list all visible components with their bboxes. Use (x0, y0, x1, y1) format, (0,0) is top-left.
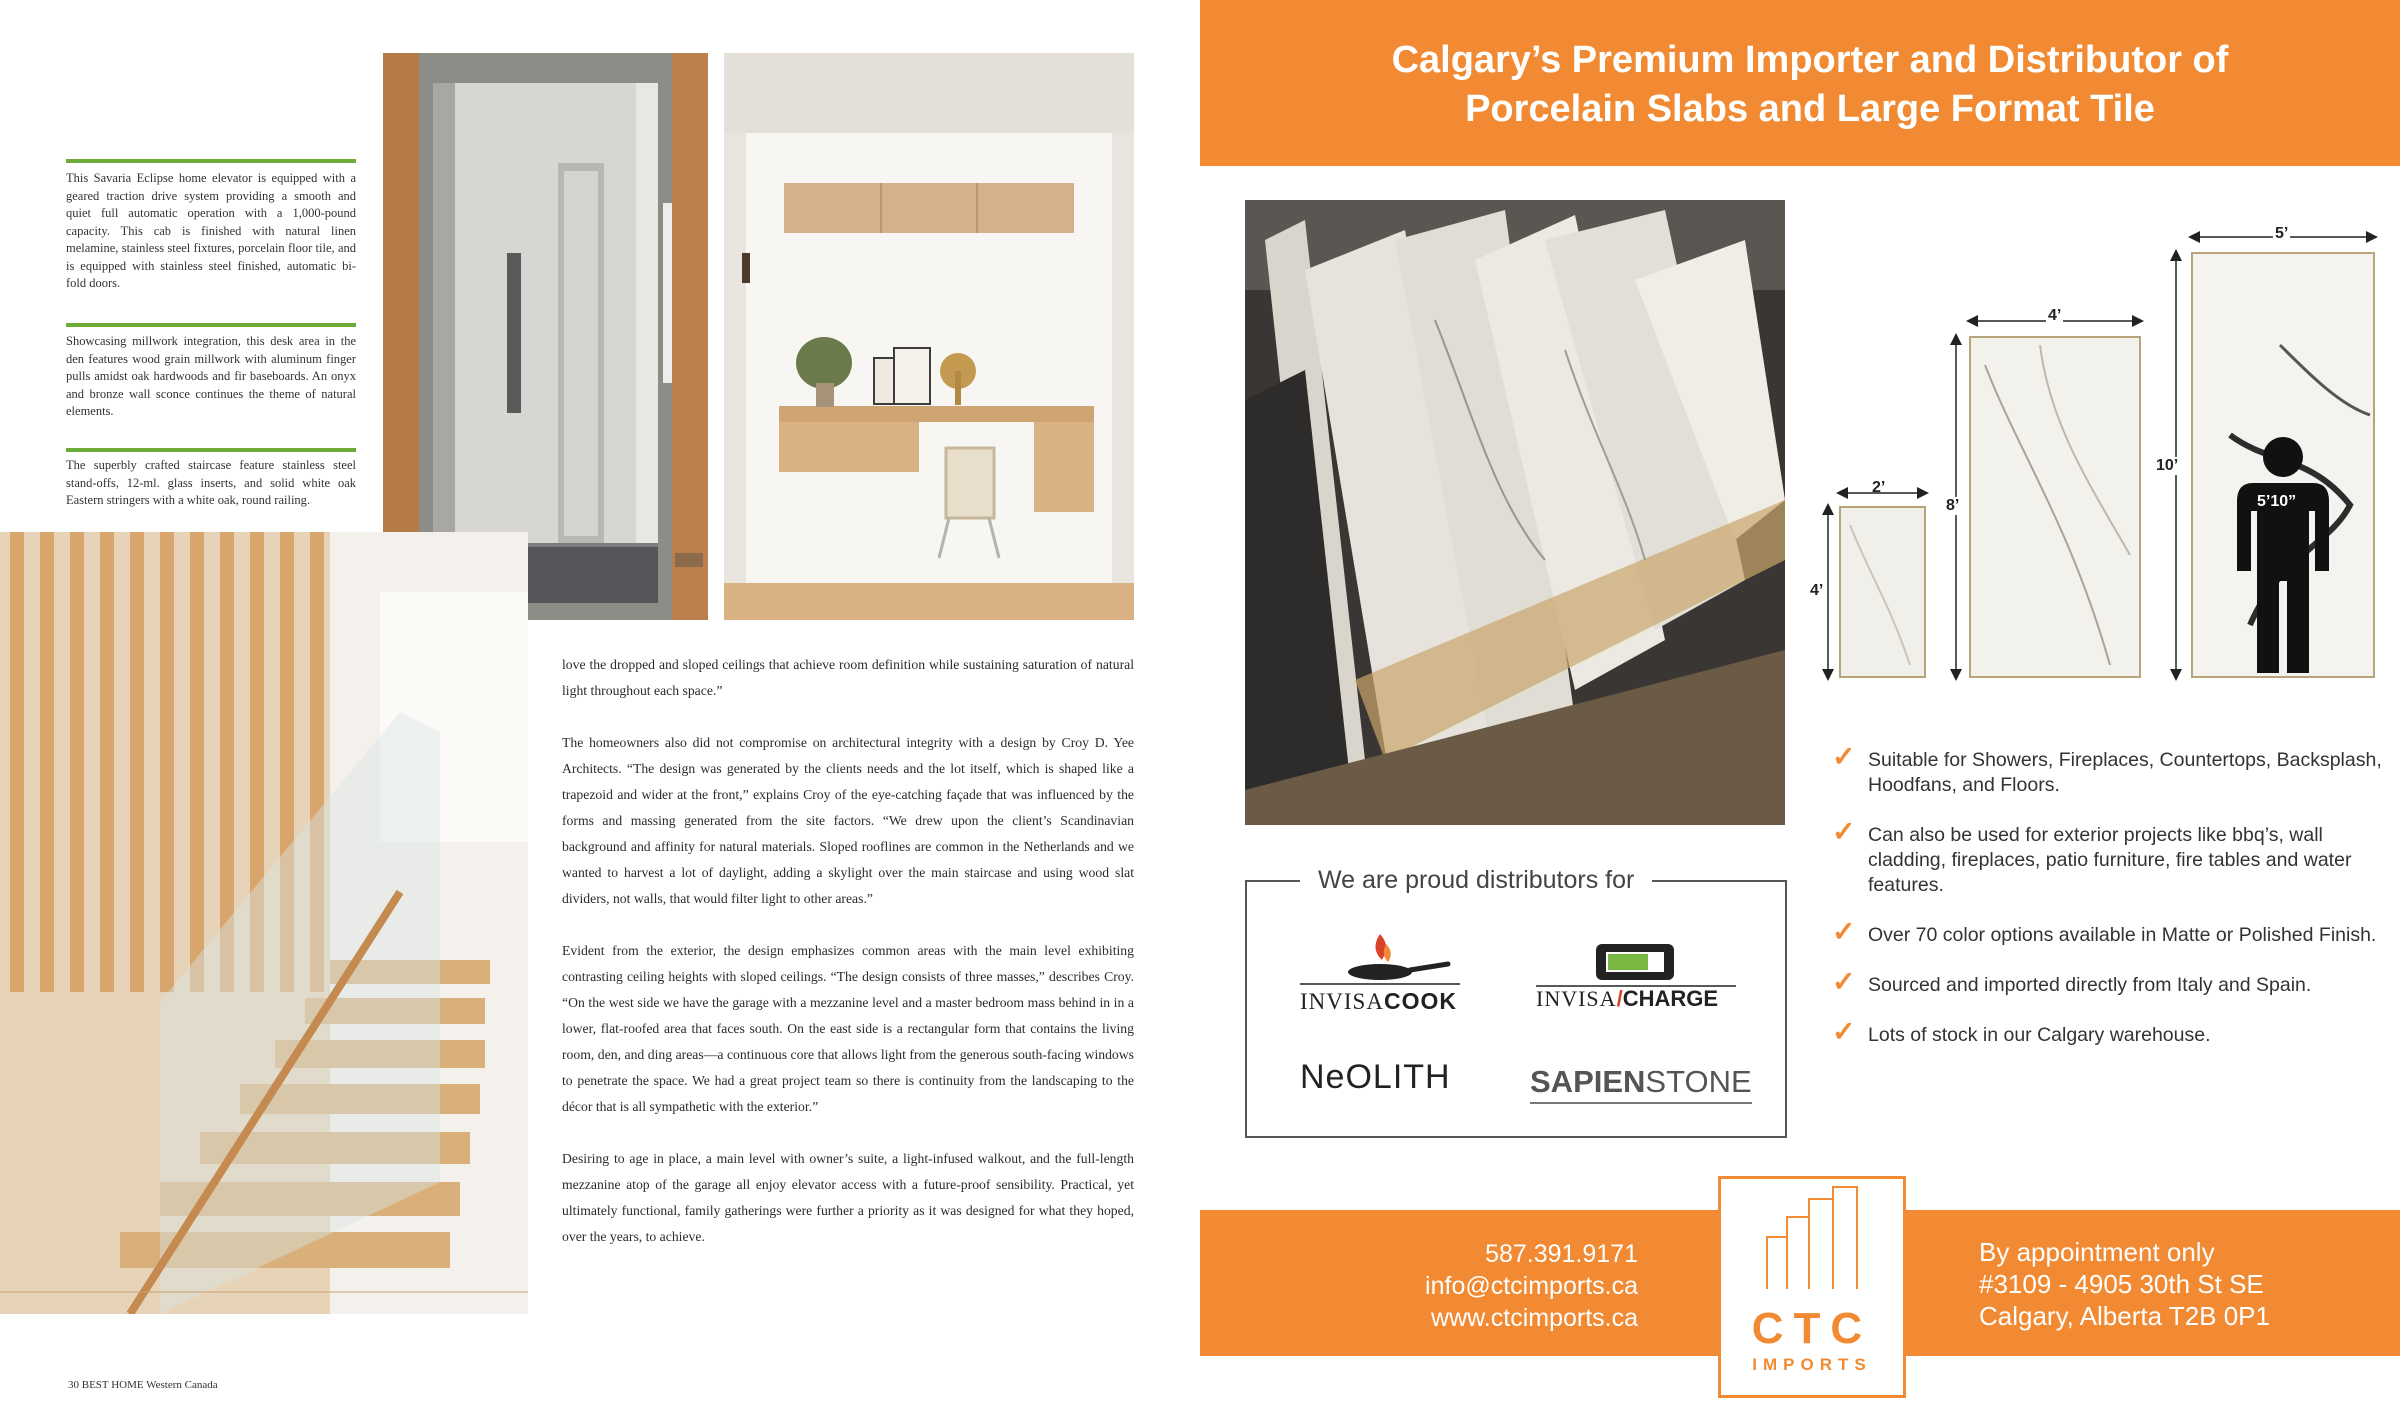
neolith-logo: NeOLITH (1300, 1058, 1451, 1096)
email-address[interactable]: info@ctcimports.ca (1425, 1272, 1638, 1300)
checkmark-icon: ✓ (1832, 741, 1856, 772)
checkmark-icon: ✓ (1832, 816, 1856, 847)
caption-staircase: The superbly crafted staircase feature stainless steel stand-offs, 12-ml. glass inserts, and solid white oak Eastern stringers with a white oak, round railing. (66, 458, 356, 507)
contact-details (1300, 1238, 1638, 1334)
distributors-title: We are proud distributors for (1300, 866, 1652, 895)
checkmark-icon: ✓ (1832, 1016, 1856, 1047)
address-block (1979, 1236, 2389, 1332)
caption-rule (66, 448, 356, 452)
headline-line-2: Porcelain Slabs and Large Format Tile (1465, 88, 2155, 130)
logo-name: CTC (1751, 1304, 1873, 1353)
checkmark-icon: ✓ (1832, 966, 1856, 997)
benefit-item: ✓ Can also be used for exterior projects like bbq’s, wall cladding, fireplaces, patio furniture, fire tables and water features. (1832, 816, 2352, 896)
medium-slab-width: 4’ (2048, 307, 2062, 324)
pan-flame-icon (1300, 930, 1460, 986)
caption-desk: Showcasing millwork integration, this desk area in the den features wood grain millwork with aluminum finger pulls amidst oak hardwoods and fir baseboards. An onyx and bronze wall sconce continues the theme of natural elements. (66, 334, 356, 418)
staircase-photo (0, 532, 528, 1314)
sapienstone-logo: SAPIENSTONE (1530, 1064, 1752, 1104)
caption-elevator: This Savaria Eclipse home elevator is equipped with a geared traction drive system providing a smooth and quiet full automatic operation with a 1,000-pound capacity. This cab is finished with natural linen melamine, stainless steel fixtures, porcelain floor tile, and is equipped with stainless steel finished, automatic bi-fold doors. (66, 171, 356, 290)
article-body (562, 652, 1134, 1276)
article-paragraph: Desiring to age in place, a main level with owner’s suite, a light-infused walkout, and the full-length mezzanine atop of the garage all enjoy elevator access with a future-proof sensibility. Practical, yet ultimately functional, family gatherings were further a priority as it was designed for what they hoped, over the years, to achieve. (562, 1151, 1134, 1244)
street-address: #3109 - 4905 30th St SE (1979, 1269, 2264, 1299)
medium-slab-height: 8’ (1946, 497, 1960, 514)
caption-rule (66, 159, 356, 163)
benefits-list (1832, 741, 2392, 1073)
slab-size-chart (1810, 225, 2390, 695)
small-slab-height: 4’ (1810, 582, 1824, 599)
benefit-item: ✓ Lots of stock in our Calgary warehouse. (1832, 1016, 2211, 1047)
headline (1200, 36, 2400, 134)
large-slab-height: 10’ (2156, 457, 2179, 474)
caption-rule (66, 323, 356, 327)
phone-number[interactable]: 587.391.9171 (1485, 1240, 1638, 1268)
invisacharge-logo: INVISA/CHARGE (1536, 940, 1736, 1016)
logo-subtitle: IMPORTS (1752, 1355, 1872, 1374)
person-height: 5’10” (2257, 493, 2297, 510)
checkmark-icon: ✓ (1832, 916, 1856, 947)
city-address: Calgary, Alberta T2B 0P1 (1979, 1301, 2270, 1331)
website-link[interactable]: www.ctcimports.ca (1431, 1304, 1638, 1332)
desk-photo (724, 53, 1134, 620)
phone-battery-icon (1536, 940, 1736, 988)
article-paragraph: The homeowners also did not compromise on architectural integrity with a design by Croy D. Yee Architects. “The design was generated by the clients needs and the lot itself, which is shaped like a trapezoid and wider at the front,” explains Croy of the eye-catching façade that was influenced by the forms and massing generated from the site factors. “We drew upon the client’s Scandinavian background and affinity for natural materials. Sloped rooflines are common in the Netherlands and we wanted to harvest a lot of daylight, adding a skylight over the main staircase and using wood slat dividers, not walls, that would filter light to other areas.” (562, 735, 1134, 906)
article-paragraph: love the dropped and sloped ceilings that achieve room definition while sustaining saturation of natural light throughout each space.” (562, 657, 1134, 698)
building-outline-icon (1721, 1179, 1903, 1299)
benefit-item: ✓ Suitable for Showers, Fireplaces, Countertops, Backsplash, Hoodfans, and Floors. (1832, 741, 2382, 796)
appointment-note: By appointment only (1979, 1237, 2215, 1267)
invisacook-logo: INVISACOOK (1300, 930, 1460, 1014)
benefit-item: ✓ Over 70 color options available in Matte or Polished Finish. (1832, 916, 2377, 947)
benefit-item: ✓ Sourced and imported directly from Italy and Spain. (1832, 966, 2312, 997)
headline-line-1: Calgary’s Premium Importer and Distributor of (1391, 39, 2229, 81)
ctc-imports-logo (1718, 1176, 1906, 1398)
slab-rack-photo (1245, 200, 1785, 825)
small-slab-width: 2’ (1872, 479, 1886, 496)
large-slab-width: 5’ (2275, 225, 2289, 242)
article-paragraph: Evident from the exterior, the design emphasizes common areas with the main level exhibiting contrasting ceiling heights with sloped ceilings. “The design consists of three masses,” describes Croy. “On the west side we have the garage with a mezzanine level and a master bedroom mass behind in in a lower, flat-roofed area that faces south. On the east side is a rectangular form that contains the living room, den, and ding areas—a continuous core that allows light from the generous south-facing windows to penetrate the space. We had a great project team so there is continuity from the landscaping to the décor that is all sympathetic with the exterior.” (562, 943, 1134, 1114)
page-folio: 30 BEST HOME Western Canada (68, 1379, 218, 1391)
